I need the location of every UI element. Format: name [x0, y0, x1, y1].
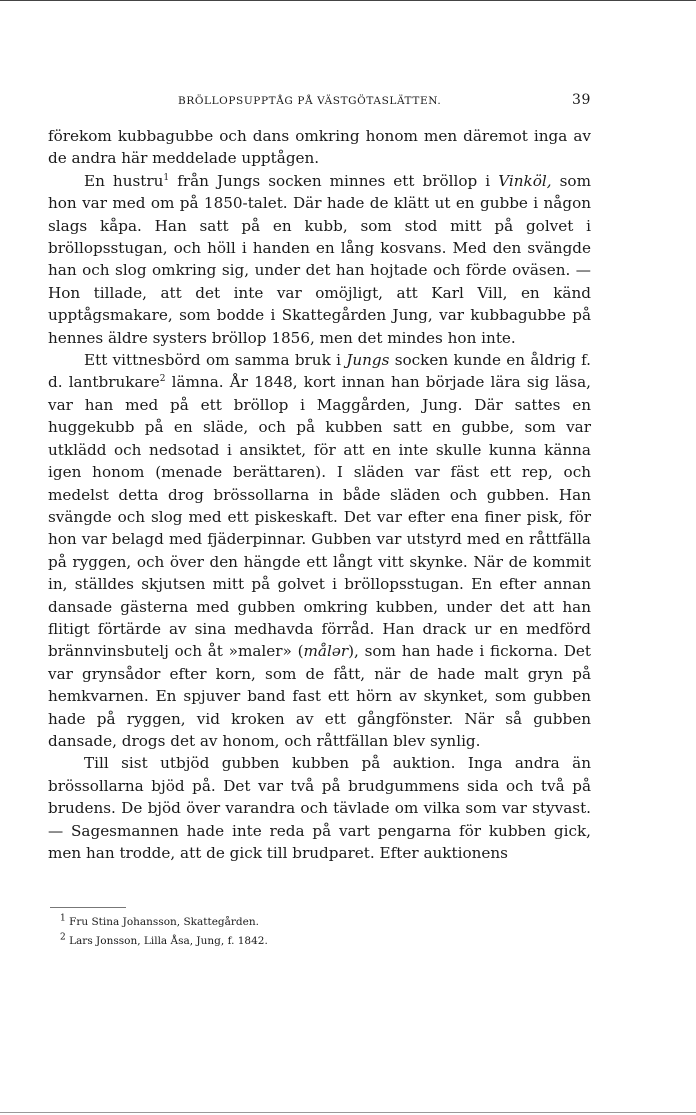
place-name-jungs: Jungs [346, 351, 390, 370]
bottom-edge-rule [0, 1112, 696, 1113]
page-header [48, 92, 591, 110]
footnote-1 [60, 913, 560, 932]
footnote-1-text: Fru Stina Johansson, Skattegården. [69, 916, 259, 928]
paragraph-3-text-a: Ett vittnesbörd om samma bruk i [84, 351, 347, 370]
footnote-divider [50, 907, 126, 908]
footnotes [60, 913, 560, 951]
footnote-ref-1: 1 [163, 172, 170, 183]
page-number: 39 [571, 92, 591, 108]
paragraph-2-text-b: från Jungs socken minnes ett bröllop i [169, 171, 499, 190]
paragraph-1 [48, 125, 591, 170]
footnote-1-mark: 1 [60, 913, 66, 924]
paragraph-3-text-d: ), som han hade i fickorna. Det var grynsådor efter korn, som de fått, när de hade malt gryn på hemkvarnen. En spjuver band fast ett hörn av skynket, som gubben hade på ryggen, vid kroken av ett gångfönster. När så gubben dansade, drogs det av honom, och råttfällan blev synlig. [48, 642, 591, 750]
paragraph-3-text-b: socken kunde en åldrig f. d. lantbrukare [48, 351, 592, 392]
footnote-2-text: Lars Jonsson, Lilla Åsa, Jung, f. 1842. [69, 935, 268, 947]
place-name-vinkol: Vinköl, [498, 171, 552, 190]
paragraph-3-text-c: lämna. År 1848, kort innan han började lära sig läsa, var han med på ett bröllop i Maggården, Jung. Där sattes en huggekubb på en släde, och på kubben satt en gubbe, som var utklädd och nedsotad i ansiktet, för att en inte skulle kunna känna igen honom (menade berättaren). I släden var fäst ett rep, och medelst detta drog brössollarna in både släden och gubben. Han svängde och slog med ett piskeskaft. Det var efter ena finer pisk, för hon var belagd med fjäderpinnar. Gubben var utstyrd med en råttfälla på ryggen, och över den hängde ett långt vitt skynke. När de kommit in, ställdes skjutsen mitt på golvet i bröllopsstugan. En efter annan dansade gästerna med gubben omkring kubben, under det att han flitigt förtärde av sina medhavda förråd. Han drack ur en medförd brännvinsbutelj och åt »maler» ( [48, 373, 591, 661]
paragraph-2 [48, 170, 591, 349]
footnote-2-mark: 2 [60, 932, 66, 943]
body-text [48, 125, 591, 864]
paragraph-2-text-c: som hon var med om på 1850-talet. Där hade de klätt ut en gubbe i någon slags kåpa. Han satt på en kubb, som stod mitt på golvet i bröllopsstugan, och höll i handen en lång kosvans. Med den svängde han och slog omkring sig, under det han hojtade och förde oväsen. — Hon tillade, att det inte var omöjligt, att Karl Vill, en känd upptågsmakare, som bodde i Skattegården Jung, var kubbagubbe på hennes äldre systers bröllop 1856, men det mindes hon inte. [48, 171, 591, 347]
footnote-ref-2: 2 [159, 374, 166, 385]
paragraph-4 [48, 752, 591, 864]
paragraph-4-text: Till sist utbjöd gubben kubben på auktion. Inga andra än brössollarna bjöd på. Det var två på brudgummens sida och två på brudens. De bjöd över varandra och tävlade om vilka som var styvast. — Sagesmannen hade inte reda på vart pengarna för kubben gick, men han trodde, att de gick till brudparet. Efter auktionens [48, 754, 591, 862]
top-edge-rule [0, 0, 696, 1]
footnote-2 [60, 932, 560, 951]
running-title: BRÖLLOPSUPPTÅG PÅ VÄSTGÖTASLÄTTEN. [178, 95, 442, 107]
dialect-word: målər [303, 642, 349, 661]
paragraph-2-text-a: En hustru [84, 171, 164, 190]
paragraph-3 [48, 349, 591, 752]
paragraph-1-text: förekom kubbagubbe och dans omkring honom men däremot inga av de andra här meddelade upptågen. [48, 127, 591, 168]
